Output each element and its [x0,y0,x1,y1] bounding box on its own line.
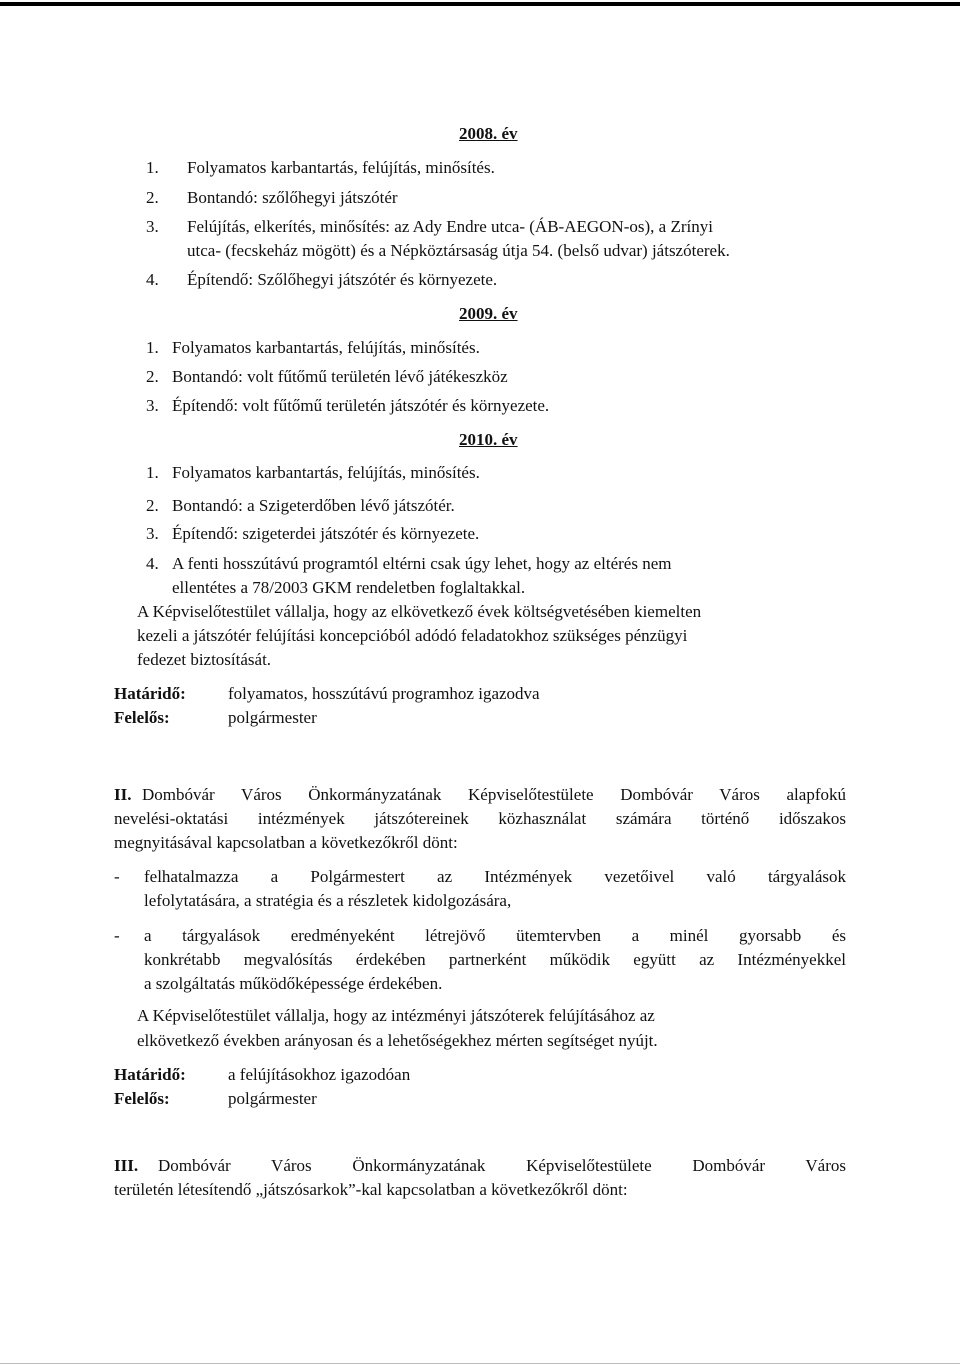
section-text-line: nevelési-oktatási intézmények játszótereinek közhasználat számára történő időszakos [114,809,846,828]
bullet-text-line: a szolgáltatás működőképessége érdekében. [144,974,443,993]
list-item-number: 2. [146,496,159,515]
list-item: A fenti hosszútávú programtól eltérni csak úgy lehet, hogy az eltérés nem [172,554,672,573]
list-item: Bontandó: volt fűtőmű területén lévő játékeszköz [172,367,508,386]
list-item-number: 4. [146,270,159,289]
list-item-continuation: utca- (fecskeház mögött) és a Népköztársaság útja 54. (belső udvar) játszóterek. [187,241,730,260]
deadline-value: folyamatos, hosszútávú programhoz igazodva [228,684,540,703]
section-number: III. [114,1156,139,1175]
list-item-number: 3. [146,217,159,236]
responsible-label: Felelős: [114,708,170,727]
deadline-value: a felújításokhoz igazodóan [228,1065,411,1084]
responsible-label: Felelős: [114,1089,170,1108]
list-item: Felújítás, elkerítés, minősítés: az Ady Endre utca- (ÁB-AEGON-os), a Zrínyi [187,217,713,236]
paragraph-line: elkövetkező években arányosan és a lehetőségekhez mérten segítséget nyújt. [137,1031,658,1050]
list-item-number: 2. [146,188,159,207]
list-item-number: 2. [146,367,159,386]
year-2009-heading: 2009. év [459,304,518,323]
section-number: II. [114,785,132,804]
year-2008-heading: 2008. év [459,124,518,143]
responsible-value: polgármester [228,708,317,727]
list-item-number: 1. [146,463,159,482]
list-item: Folyamatos karbantartás, felújítás, minősítés. [172,338,480,357]
list-item: Építendő: Szőlőhegyi játszótér és környezete. [187,270,498,289]
list-item: Építendő: szigeterdei játszótér és környezete. [172,524,480,543]
section-text-line: megnyitásával kapcsolatban a következőkről dönt: [114,833,458,852]
bullet-text-line: a tárgyalások eredményeként létrejövő ütemtervben a minél gyorsabb és [144,926,846,945]
bullet-text-line: lefolytatására, a stratégia és a részletek kidolgozására, [144,891,512,910]
section-text-line: területén létesítendő „játszósarkok”-kal kapcsolatban a következőkről dönt: [114,1180,628,1199]
list-item: Építendő: volt fűtőmű területén játszótér és környezete. [172,396,550,415]
bullet-dash: - [114,926,120,945]
list-item-number: 3. [146,524,159,543]
deadline-label: Határidő: [114,684,186,703]
list-item-continuation: ellentétes a 78/2003 GKM rendeletben foglaltakkal. [172,578,526,597]
bullet-text-line: konkrétabb megvalósítás érdekében partnerként működik együtt az Intézményekkel [144,950,846,969]
list-item-number: 1. [146,158,159,177]
bullet-text-line: felhatalmazza a Polgármestert az Intézmények vezetőivel való tárgyalások [144,867,846,886]
responsible-value: polgármester [228,1089,317,1108]
top-border-line [0,2,960,6]
list-item-number: 3. [146,396,159,415]
year-2010-heading: 2010. év [459,430,518,449]
list-item-number: 1. [146,338,159,357]
list-item: Folyamatos karbantartás, felújítás, minősítés. [187,158,495,177]
bullet-dash: - [114,867,120,886]
paragraph-line: A Képviselőtestület vállalja, hogy az elkövetkező évek költségvetésében kiemelten [137,602,702,621]
list-item: Folyamatos karbantartás, felújítás, minősítés. [172,463,480,482]
paragraph-line: A Képviselőtestület vállalja, hogy az intézményi játszóterek felújításához az [137,1006,655,1025]
deadline-label: Határidő: [114,1065,186,1084]
list-item: Bontandó: szőlőhegyi játszótér [187,188,398,207]
bottom-border-line [0,1363,960,1364]
list-item-number: 4. [146,554,159,573]
section-text-line: Dombóvár Város Önkormányzatának Képviselőtestülete Dombóvár Város [158,1156,846,1175]
paragraph-line: kezeli a játszótér felújítási koncepcióból adódó feladatokhoz szükséges pénzügyi [137,626,688,645]
paragraph-line: fedezet biztosítását. [137,650,272,669]
section-text-line: Dombóvár Város Önkormányzatának Képviselőtestülete Dombóvár Város alapfokú [142,785,846,804]
list-item: Bontandó: a Szigeterdőben lévő játszótér. [172,496,455,515]
